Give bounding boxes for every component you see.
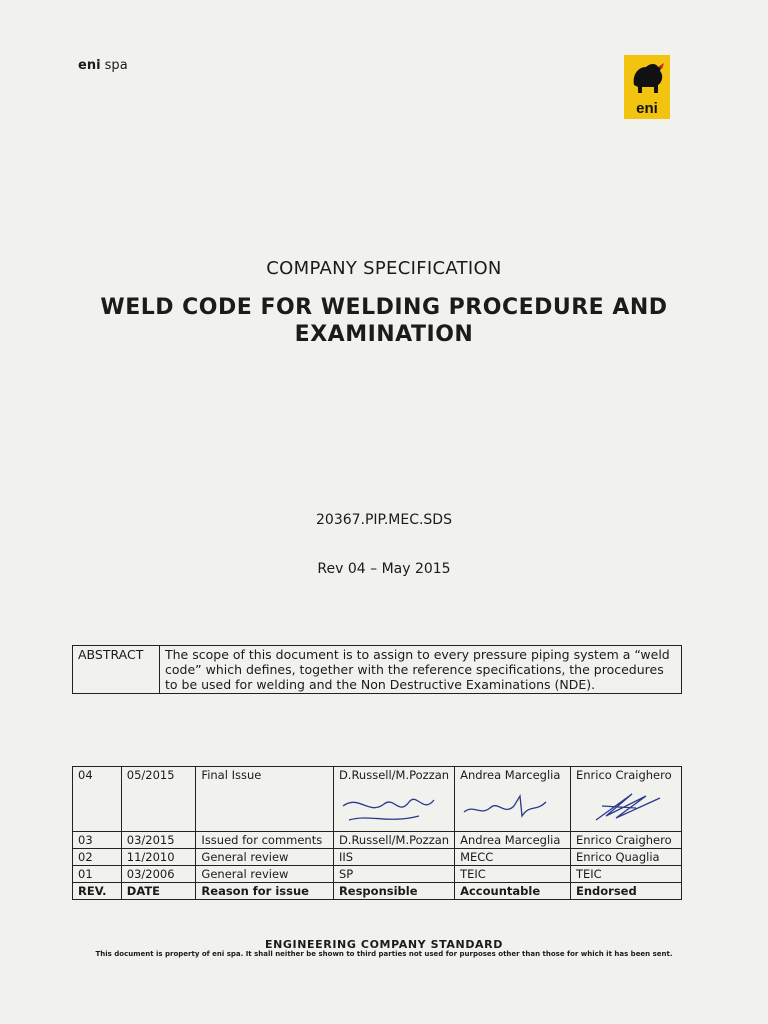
revision-row <box>73 767 682 832</box>
revision-header-row <box>73 883 682 900</box>
revision-cell-endorsed-text: Enrico Craighero <box>575 768 672 782</box>
revision-cell-endorsed: Enrico Craighero <box>570 832 681 849</box>
revision-header-endorsed: Endorsed <box>570 883 681 900</box>
abstract-table <box>72 645 682 694</box>
revision-cell-accountable <box>455 767 571 832</box>
revision-cell-accountable-text: Andrea Marceglia <box>460 768 561 782</box>
revision-cell-date: 11/2010 <box>121 849 196 866</box>
revision-cell-reason: Issued for comments <box>196 832 334 849</box>
revision-cell-responsible: IIS <box>333 849 454 866</box>
revision-row <box>73 832 682 849</box>
document-title <box>0 294 768 348</box>
revision-cell-date: 03/2006 <box>121 866 196 883</box>
revision-row <box>73 866 682 883</box>
revision-table <box>72 766 682 900</box>
revision-header-reason: Reason for issue <box>196 883 334 900</box>
footer-note: This document is property of eni spa. It shall neither be shown to third parties not used for purposes other than those for which it has been sent. <box>95 950 673 958</box>
signature-endorsed <box>576 786 676 826</box>
footer-title: ENGINEERING COMPANY STANDARD <box>265 938 503 951</box>
revision-cell-accountable: TEIC <box>455 866 571 883</box>
signature-responsible <box>339 786 449 826</box>
revision-header-rev: REV. <box>73 883 122 900</box>
revision-cell-rev: 03 <box>73 832 122 849</box>
revision-cell-accountable: Andrea Marceglia <box>455 832 571 849</box>
revision-cell-rev: 04 <box>73 767 122 832</box>
revision-cell-rev: 01 <box>73 866 122 883</box>
abstract-text: The scope of this document is to assign to every pressure piping system a “weld code” which defines, together with the reference specifications, the procedures to be used for welding and the Non Destructive Examinations (NDE). <box>160 646 682 694</box>
revision-cell-endorsed: Enrico Quaglia <box>570 849 681 866</box>
revision-cell-responsible: SP <box>333 866 454 883</box>
revision-cell-reason: General review <box>196 849 334 866</box>
company-name <box>78 58 128 73</box>
abstract-row <box>73 646 682 694</box>
revision-cell-reason: Final Issue <box>196 767 334 832</box>
document-number: 20367.PIP.MEC.SDS <box>316 512 452 528</box>
abstract-label: ABSTRACT <box>73 646 160 694</box>
document-title-line-1: WELD CODE FOR WELDING PROCEDURE AND <box>100 295 668 320</box>
revision-label: Rev 04 – May 2015 <box>317 561 451 577</box>
revision-cell-responsible: D.Russell/M.Pozzan <box>333 832 454 849</box>
revision-cell-rev: 02 <box>73 849 122 866</box>
revision-header-date: DATE <box>121 883 196 900</box>
revision-row <box>73 849 682 866</box>
revision-cell-endorsed <box>570 767 681 832</box>
revision-cell-responsible <box>333 767 454 832</box>
revision-header-responsible: Responsible <box>333 883 454 900</box>
signature-accountable <box>460 786 560 826</box>
revision-cell-accountable: MECC <box>455 849 571 866</box>
revision-cell-responsible-text: D.Russell/M.Pozzan <box>338 768 450 782</box>
revision-cell-reason: General review <box>196 866 334 883</box>
revision-cell-date: 03/2015 <box>121 832 196 849</box>
specification-label: COMPANY SPECIFICATION <box>266 258 502 279</box>
document-title-line-2: EXAMINATION <box>294 322 474 347</box>
eni-logo-text: eni <box>636 100 658 117</box>
eni-logo <box>624 55 670 119</box>
revision-cell-date: 05/2015 <box>121 767 196 832</box>
revision-cell-endorsed: TEIC <box>570 866 681 883</box>
company-name-bold: eni <box>78 58 101 73</box>
revision-header-accountable: Accountable <box>455 883 571 900</box>
company-name-rest: spa <box>100 58 128 73</box>
